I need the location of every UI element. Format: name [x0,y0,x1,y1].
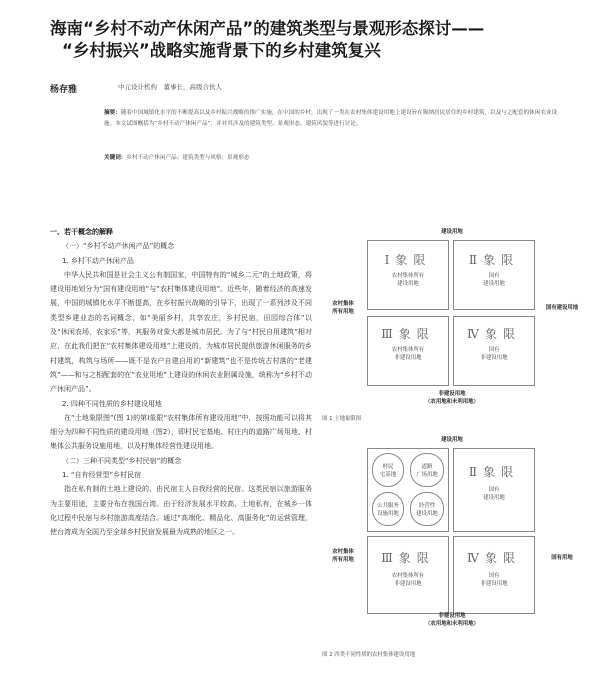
fig1-q2-desc-1: 国有 [488,273,500,279]
title-line-2: “乡村振兴”战略实施背景下的乡村建筑复兴 [62,41,381,60]
section-heading: 一、若干概念的解释 [50,228,113,236]
fig2-q2-desc [454,486,534,502]
subsubsection-heading: 1. 乡村不动产休闲产品 [62,256,134,265]
fig1-q1-label: Ⅰ象限 [384,253,432,267]
fig1-q3-desc [368,346,448,362]
fig2-cell-roads-line-2: 广场用地 [416,472,438,478]
fig1-q1-desc-2: 建设用地 [397,281,419,287]
fig2-q2-desc-1: 国有 [488,487,500,493]
fig2-q4-desc-2: 非建设用地 [480,581,508,587]
fig1-q4-label: Ⅳ象限 [467,327,521,341]
fig1-right-label: 国有建设用地 [545,305,579,311]
figure-1 [322,228,582,408]
fig1-bottom-label [402,390,502,406]
fig1-grid [367,240,535,388]
fig1-left-label-2: 所有用地 [332,309,354,315]
subsubsection-heading: 1. “自有经营型”乡村民宿 [62,471,142,480]
body-paragraph: 在“土地象限图”(图 1)的第Ⅰ象限“农村集体所有建设用地”中，按照功能可以将其细分为四种不同性质的建设用地（图2），即村民宅基地、村庄内的道路广场用地、村集体公共服务设施用地，以及村集体经营性建设用地。 [50,413,312,451]
fig2-cell-public-line-2: 设施用地 [377,511,399,517]
fig1-bottom-label-1: 非建设用地 [438,391,466,397]
author-affiliation: 中元设计机构 董事长，高级合伙人 [118,83,222,91]
fig1-quadrant-1 [367,240,449,310]
fig2-bottom-label-1: 非建设用地 [438,613,466,619]
figure-2-caption: 图 2 四类不同性质的农村集体建设用地 [322,652,416,658]
fig1-left-label-1: 农村集体 [332,301,354,307]
fig2-q2-label: Ⅱ象限 [468,465,520,479]
fig2-quadrant-3 [367,536,449,614]
fig1-left-label [322,300,364,316]
fig1-quadrant-2 [453,240,535,310]
abstract-text: 随着中国城镇化水平的不断提高以及乡村振兴战略的推广实施，在中国的乡村，出现了一类在农村集体建设用地上建设旨在吸纳居民居住的乡村建筑，以及与之配套的休闲农业设施。本文试图概括为“乡村不动产休闲产品”，并对其涉及的建筑类型、景观形态、建筑风貌等进行讨论。 [104,110,558,127]
fig1-q4-desc-1: 国有 [488,347,500,353]
fig1-q1-desc [368,272,448,288]
subsection-heading: （一）“乡村不动产休闲产品”的概念 [62,242,175,251]
fig2-cell-commercial-line-1: 经营性 [418,503,436,509]
fig1-q3-label: Ⅲ象限 [381,327,435,341]
fig2-left-label-1: 农村集体 [332,549,354,555]
fig2-cell-public [372,492,404,526]
fig1-q2-desc-2: 建设用地 [483,281,505,287]
fig2-left-label [322,548,364,564]
fig1-top-label: 建设用地 [441,229,463,235]
fig2-cell-homestead-line-2: 宅基地 [379,472,397,478]
figure-2 [322,436,582,626]
keywords-text: 乡村不动产休闲产品；建筑类型与风格；景观形态 [126,155,250,161]
body-paragraph: 中华人民共和国是社会主义公有制国家，中国特有的“城乡二元”的土地政策，将建设用地划分为“国有建设用地”与“农村集体建设用地”。近些年，随着经济的高速发展，中国的城镇化水平不断提高，在乡村振兴战略的引导下，出现了一系列涉及不同类型乡建业态的名词概念，如“美丽乡村，共享农庄，乡村民宿，田园综合体”以及“休闲农场，农家乐”等，其服务对象大都是城市居民。为了与“村民自用建筑”相对应，在此我们把在“农村集体建设用地”上建设的，为城市居民提供旅游休闲服务的乡村建筑，构筑与场所——既不是农户自建自用的“新建筑”也不是传统古村落的“老建筑”——和与之相配套的在“农业用地”上建设的休闲农业附属设施，统称为“乡村不动产休闲产品”。 [50,270,312,394]
fig2-q3-desc [368,572,448,588]
fig2-q2-desc-2: 建设用地 [483,495,505,501]
fig2-cell-roads [410,453,444,487]
fig1-q3-desc-2: 非建设用地 [394,355,422,361]
fig2-q4-label: Ⅳ象限 [467,551,521,565]
fig1-quadrant-3 [367,316,449,386]
fig1-quadrant-4 [453,316,535,386]
body-column [50,225,312,540]
keywords-label: 关键词： [104,155,127,161]
fig1-bottom-label-2: （农用地和未利用地） [425,399,479,405]
fig1-q2-label: Ⅱ象限 [468,253,520,267]
fig2-top-label: 建设用地 [441,437,463,443]
fig1-q3-desc-1: 农村集体所有 [391,347,425,353]
fig2-cell-roads-line-1: 道路 [421,464,433,470]
fig2-q3-label: Ⅲ象限 [381,551,435,565]
fig2-q4-desc-1: 国有 [488,573,500,579]
title-line-1: 海南“乡村不动产休闲产品”的建筑类型与景观形态探讨—— [50,19,485,38]
fig2-left-label-2: 所有用地 [332,557,354,563]
fig2-cell-commercial-line-2: 建设用地 [416,511,438,517]
fig2-cell-homestead-line-1: 村民 [382,464,394,470]
fig2-quadrant-1 [367,448,449,532]
fig1-q4-desc-2: 非建设用地 [480,355,508,361]
fig2-bottom-label-2: （农用地和未利用地） [425,621,479,627]
fig2-cell-homestead [372,453,404,487]
article-title [50,18,580,62]
fig2-grid [367,448,535,618]
abstract-label: 摘要： [104,110,121,116]
fig2-cell-public-line-1: 公共服务 [377,503,399,509]
fig2-q3-desc-1: 农村集体所有 [391,573,425,579]
body-paragraph: 指在私有制的土地上建设的、由民宿主人自我经营的民宿。这类民宿以旅游服务为主要用途，主要分布在我国台湾。由于经济发展水平较高、土地私有，在城乡一体化过程中民宿与乡村旅游高度结合。通过“高端化、精品化、高服务化”的运营管理，使台湾成为全国乃至全球乡村民宿发展最为成熟的地区之一。 [50,485,312,537]
abstract [104,108,559,130]
fig2-bottom-label [402,612,502,628]
fig1-q4-desc [454,346,534,362]
author-name: 杨存雅 [50,85,78,95]
fig2-quadrant-4 [453,536,535,614]
fig2-cell-commercial [410,492,444,526]
subsubsection-heading: 2. 四种不同性质的乡村建设用地 [62,399,162,408]
fig2-q4-desc [454,572,534,588]
keywords [104,153,559,161]
fig1-q1-desc-1: 农村集体所有 [391,273,425,279]
fig2-q3-desc-2: 非建设用地 [394,581,422,587]
fig1-q2-desc [454,272,534,288]
subsection-heading: （二）三种不同类型“乡村民宿”的概念 [62,456,182,465]
fig2-right-label: 国有用地 [551,555,573,561]
fig2-quadrant-2 [453,448,535,532]
figure-1-caption: 图 1 土地象限图 [322,416,362,422]
